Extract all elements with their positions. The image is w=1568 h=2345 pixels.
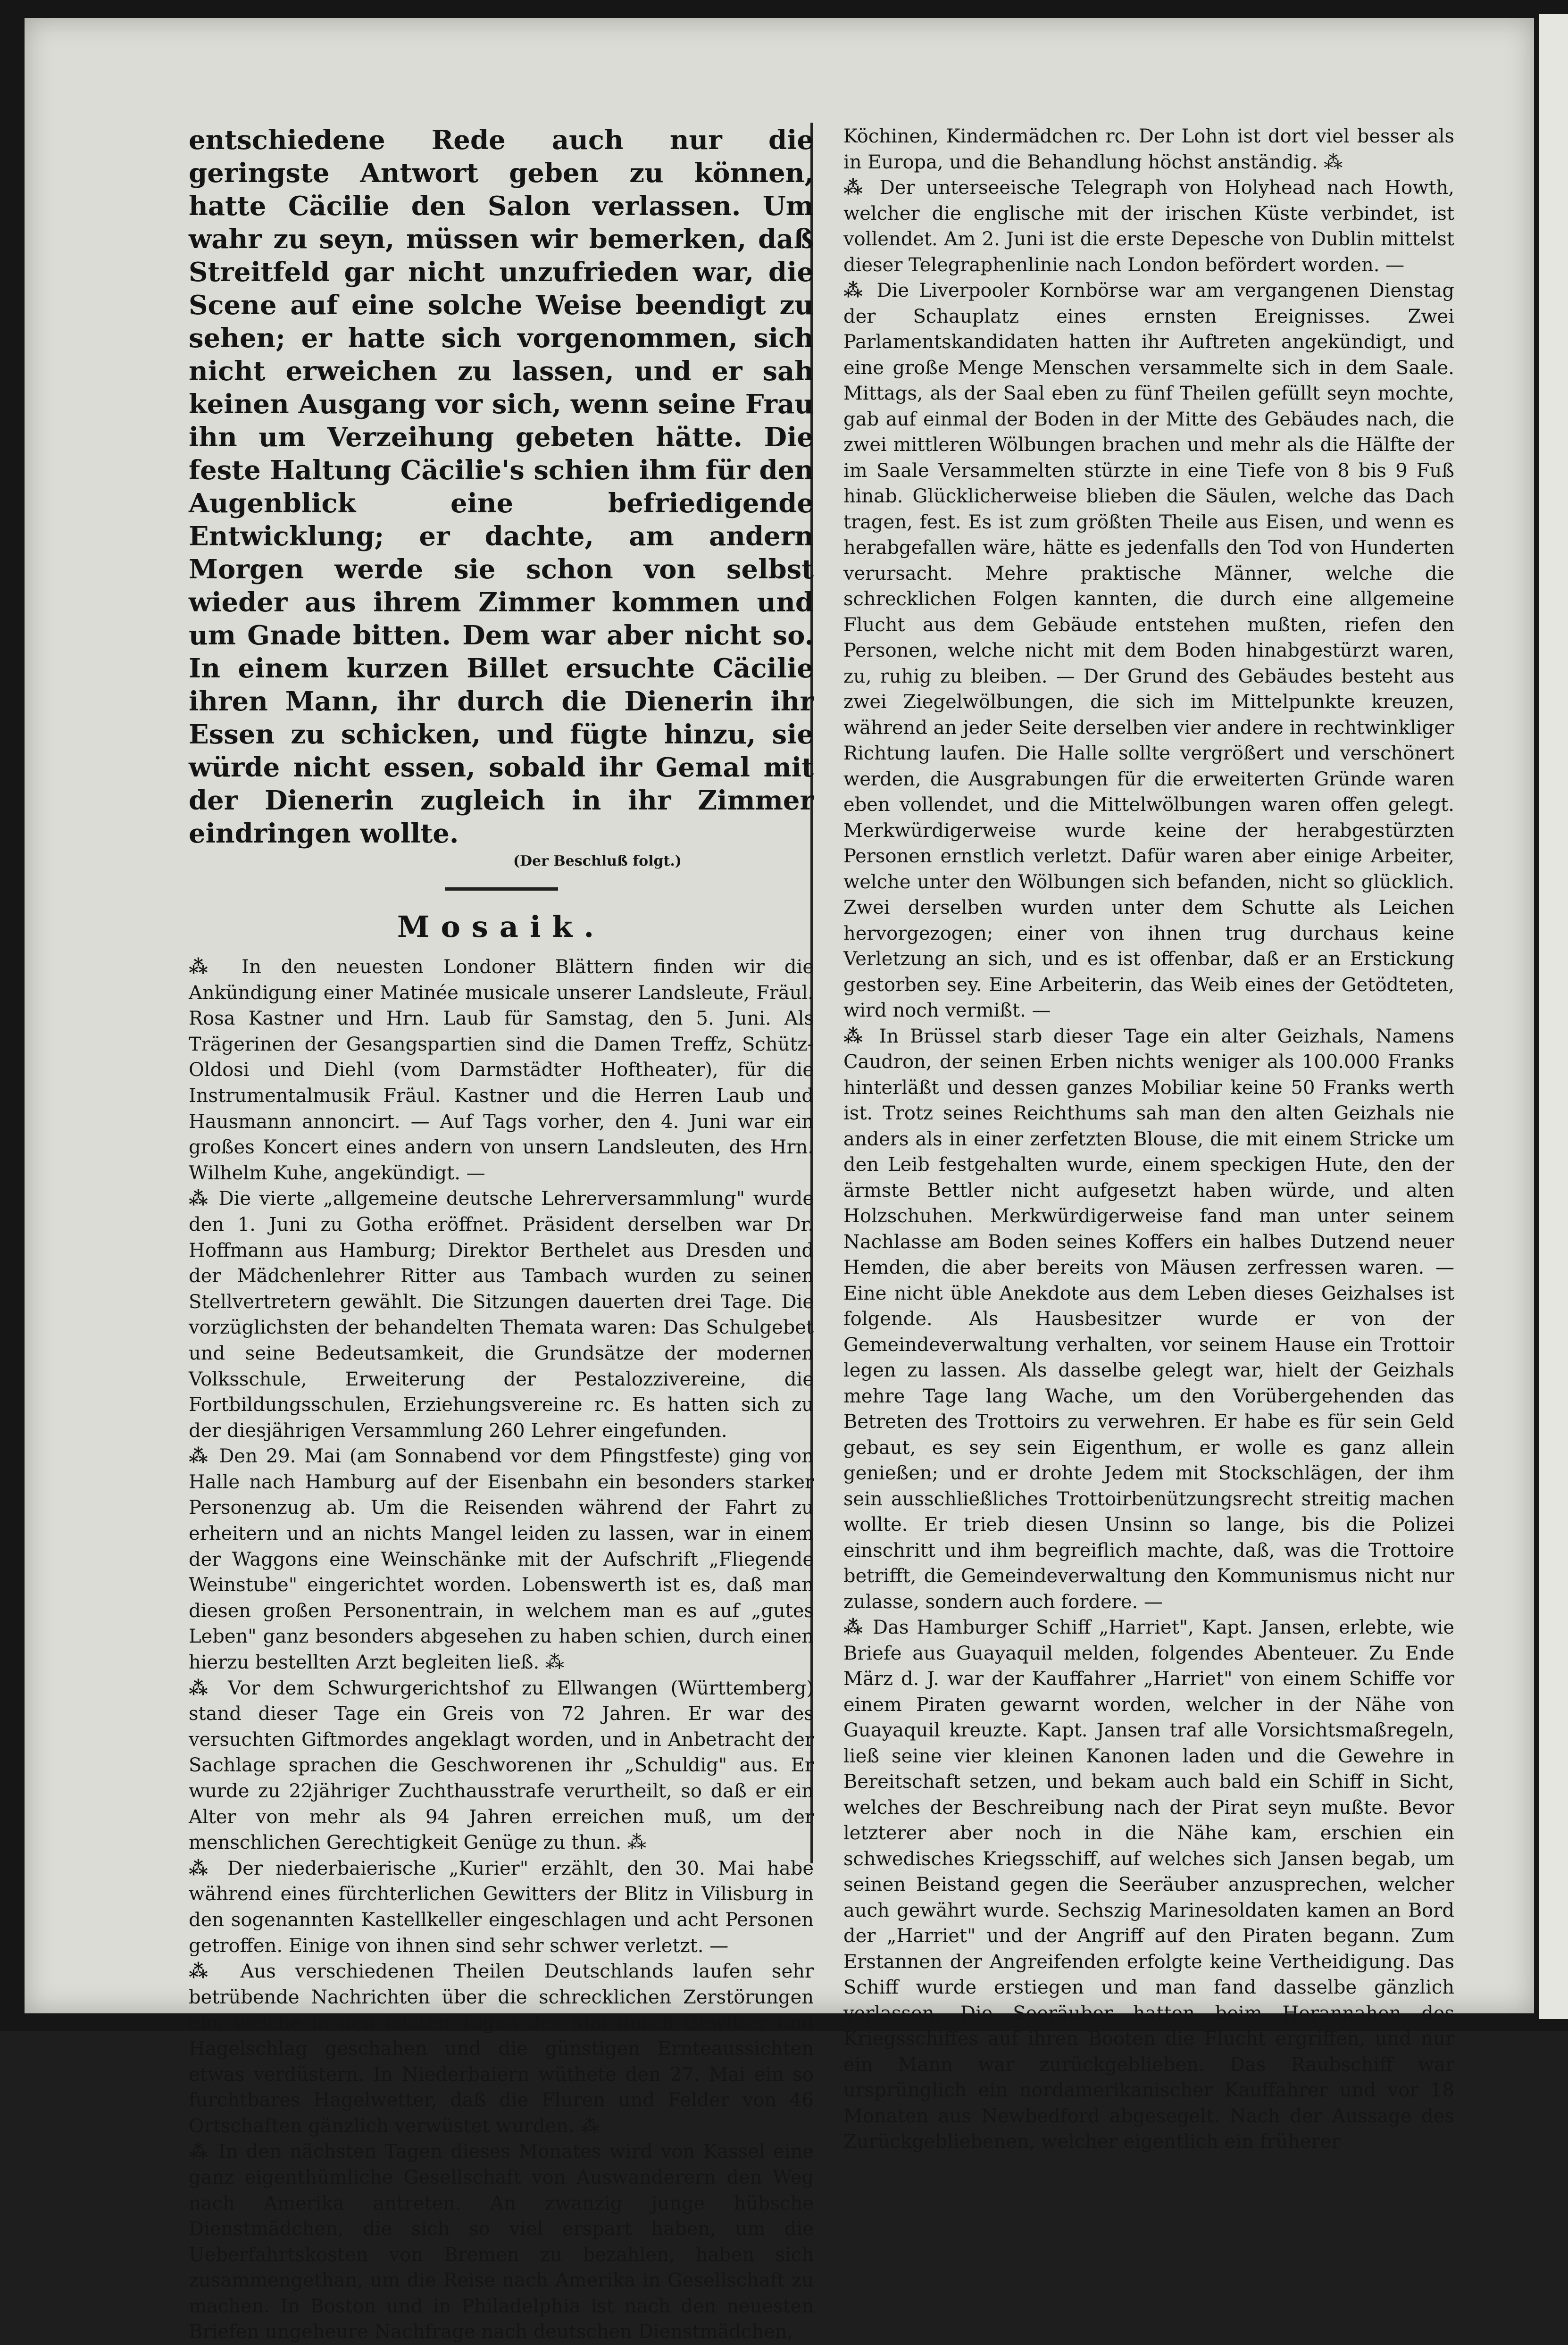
- news-item-text: Die vierte „allgemeine deutsche Lehrerversammlung" wurde den 1. Juni zu Gotha eröffnet. Präsident derselben war Dr. Hoffmann aus Hamburg; Direktor Berthelet aus Dresden und der Mädchenlehrer Ritter aus Tambach wurden zu seinen Stellvertretern gewählt. Die Sitzungen dauerten drei Tage. Die vorzüglichsten der behandelten Themata waren: Das Schulgebet und seine Bedeutsamkeit, die Grundsätze der modernen Volksschule, Erweiterung der Pestalozzivereine, die Fortbildungsschulen, Erziehungsvereine rc. Es hatten sich zu der diesjährigen Versammlung 260 Lehrer eingefunden.: [189, 1188, 814, 1442]
- item-marker-icon: ⁂: [189, 1857, 215, 1879]
- news-item: [843, 1024, 1454, 1615]
- item-marker-icon: ⁂: [189, 1445, 211, 1468]
- right-column: [843, 124, 1454, 2155]
- news-item-text: Den 29. Mai (am Sonnabend vor dem Pfingstfeste) ging von Halle nach Hamburg auf der Eisenbahn ein besonders starker Personenzug ab. Um die Reisenden während der Fahrt zu erheitern und an nichts Mangel leiden zu lassen, war in einem der Waggons eine Weinschänke mit der Aufschrift „Fliegende Weinstube" eingerichtet worden. Lobenswerth ist es, daß man diesen großen Personentrain, in welchem man es auf „gutes Leben" ganz besonders abgesehen zu haben schien, durch einen hierzu bestellten Arzt begleiten ließ. ⁂: [189, 1445, 814, 1674]
- section-rule: [445, 887, 558, 891]
- news-item: [843, 278, 1454, 1024]
- news-item: [189, 1676, 814, 1856]
- news-item-text: In den nächsten Tagen dieses Monates wird von Kassel eine ganz eigenthümliche Gesellschaft von Auswanderern den Weg nach Amerika antreten. An zwanzig junge hübsche Dienstmädchen, die sich so viel erspart haben, um die Ueberfahrtskosten von Bremen zu bezahlen, haben sich zusammengethan, um die Reise nach Amerika in Gesellschaft zu machen. In Boston und in Philadelphia ist nach den neuesten Briefen ungeheure Nachfrage nach deutschen Dienstmädchen,: [189, 2141, 814, 2343]
- story-footnote: (Der Beschluß folgt.): [513, 853, 682, 869]
- news-item: [189, 1856, 814, 1959]
- item-marker-icon: ⁂: [843, 176, 868, 199]
- item-marker-icon: ⁂: [189, 2140, 210, 2163]
- news-item: [189, 2139, 814, 2345]
- item-marker-icon: ⁂: [189, 1187, 210, 1210]
- news-item-text: Aus verschiedenen Theilen Deutschlands laufen sehr betrübende Nachrichten über die schrecklichen Zerstörungen ein, welche in den letzten Tagen des Mai durch Gewitter und Hagelschlag geschahen und die günstigen Ernteaussichten etwas verdüstern. In Niederbaiern wüthete den 27. Mai ein so furchtbares Hagelwetter, daß die Fluren und Felder von 46 Ortschaften gänzlich verwüstet wurden. ⁂: [189, 1961, 814, 2137]
- news-item: [189, 1186, 814, 1444]
- story-paragraph: entschiedene Rede auch nur die geringste Antwort geben zu können, hatte Cäcilie den Salon verlassen. Um wahr zu seyn, müssen wir bemerken, daß Streitfeld gar nicht unzufrieden war, die Scene auf eine solche Weise beendigt zu sehen; er hatte sich vorgenommen, sich nicht erweichen zu lassen, und er sah keinen Ausgang vor sich, wenn seine Frau ihn um Verzeihung gebeten hätte. Die feste Haltung Cäcilie's schien ihm für den Augenblick eine befriedigende Entwicklung; er dachte, am andern Morgen werde sie schon von selbst wieder aus ihrem Zimmer kommen und um Gnade bitten. Dem war aber nicht so. In einem kurzen Billet ersuchte Cäcilie ihren Mann, ihr durch die Dienerin ihr Essen zu schicken, und fügte hinzu, sie würde nicht essen, sobald ihr Gemal mit der Dienerin zugleich in ihr Zimmer eindringen wollte.: [189, 125, 814, 849]
- adjacent-page-edge: [1539, 14, 1568, 2019]
- news-item: [843, 175, 1454, 278]
- news-item-text: Der niederbaierische „Kurier" erzählt, den 30. Mai habe während eines fürchterlichen Gewitters der Blitz in Vilisburg in den sogenannten Kastellkeller eingeschlagen und acht Personen getroffen. Einige von ihnen sind sehr schwer verletzt. —: [189, 1857, 814, 1957]
- item-marker-icon: ⁂: [843, 1025, 868, 1047]
- news-item-text: In den neuesten Londoner Blättern finden wir die Ankündigung einer Matinée musicale unserer Landsleute, Fräul. Rosa Kastner und Hrn. Laub für Samstag, den 5. Juni. Als Trägerinen der Gesangspartien sind die Damen Treffz, Schütz-Oldosi und Diehl (vom Darmstädter Hoftheater), für die Instrumentalmusik Fräul. Kastner und die Herren Laub und Hausmann annoncirt. — Auf Tags vorher, den 4. Juni war ein großes Koncert eines andern von unsern Landsleuten, des Hrn. Wilhelm Kuhe, angekündigt. —: [189, 956, 814, 1184]
- news-item-text: In Brüssel starb dieser Tage ein alter Geizhals, Namens Caudron, der seinen Erben nichts weniger als 100.000 Franks hinterläßt und dessen ganzes Mobiliar keine 50 Franks werth ist. Trotz seines Reichthums sah man den alten Geizhals nie anders als in einer zerfetzten Blouse, die mit einem Stricke um den Leib festgehalten wurde, einem speckigen Hute, den der ärmste Bettler nicht aufgesetzt haben würde, und alten Holzschuhen. Merkwürdigerweise fand man unter seinem Nachlasse am Boden seines Koffers ein halbes Dutzend neuer Hemden, die aber bereits von Mäusen zerfressen waren. — Eine nicht üble Anekdote aus dem Leben dieses Geizhalses ist folgende. Als Hausbesitzer wurde er von der Gemeindeverwaltung verhalten, vor seinem Hause ein Trottoir legen zu lassen. Als dasselbe gelegt war, hielt der Geizhals mehre Tage lang Wache, um den Vorübergehenden das Betreten des Trottoirs zu verwehren. Er habe es für sein Geld gebaut, es sey sein Eigenthum, er wolle es ganz allein genießen; und er drohte Jedem mit Stockschlägen, der ihm sein ausschließliches Trottoirbenützungsrecht streitig machen wollte. Er trieb diesen Unsinn so lange, bis die Polizei einschritt und ihm begreiflich machte, daß, was die Trottoire betrifft, die Gemeindeverwaltung den Kommunismus nicht nur zulasse, sondern auch fordere. —: [843, 1025, 1454, 1613]
- news-item-text: Das Hamburger Schiff „Harriet", Kapt. Jansen, erlebte, wie Briefe aus Guayaquil melden, folgendes Abenteuer. Zu Ende März d. J. war der Kauffahrer „Harriet" von einem Schiffe vor einem Piraten gewarnt worden, welcher in der Nähe von Guayaquil kreuzte. Kapt. Jansen traf alle Vorsichtsmaßregeln, ließ seine vier kleinen Kanonen laden und die Gewehre in Bereitschaft setzen, und bekam auch bald ein Schiff in Sicht, welches der Beschreibung nach der Pirat seyn mußte. Bevor letzterer aber noch in die Nähe kam, erschien ein schwedisches Kriegsschiff, auf welches sich Jansen begab, um seinen Beistand gegen die Seeräuber anzusprechen, welcher auch gewährt wurde. Sechszig Marinesoldaten kamen an Bord der „Harriet" und der Angriff auf den Piraten begann. Zum Erstannen der Angreifenden erfolgte keine Vertheidigung. Das Schiff wurde erstiegen und man fand dasselbe gänzlich verlassen. Die Seeräuber hatten beim Herannahen des Kriegsschiffes auf ihren Booten die Flucht ergriffen, und nur ein Mann war zurückgeblieben. Das Raubschiff war ursprünglich ein nordamerikanischer Kauffahrer und vor 18 Monaten aus Newbedford abgesegelt. Nach der Aussage des Zurückgebliebenen, welcher eigentlich ein früherer: [843, 1617, 1455, 2153]
- news-item-continued: [843, 124, 1454, 175]
- news-item-text: Vor dem Schwurgerichtshof zu Ellwangen (Württemberg) stand dieser Tage ein Greis von 72 Jahren. Er war des versuchten Giftmordes angeklagt worden, und in Anbetracht der Sachlage sprachen die Geschworenen ihr „Schuldig" aus. Er wurde zu 22jähriger Zuchthausstrafe verurtheilt, so daß er ein Alter von mehr als 94 Jahren erreichen muß, um der menschlichen Gerechtigkeit Genüge zu thun. ⁂: [189, 1677, 814, 1854]
- news-item: [189, 954, 814, 1186]
- left-column: [189, 124, 814, 2345]
- item-marker-icon: ⁂: [843, 279, 867, 301]
- item-marker-icon: ⁂: [843, 1616, 865, 1638]
- news-item-text: Köchinen, Kindermädchen rc. Der Lohn ist dort viel besser als in Europa, und die Behandlung höchst anständig. ⁂: [843, 125, 1454, 173]
- serial-story: [189, 124, 814, 850]
- item-marker-icon: ⁂: [189, 956, 222, 978]
- news-item-text: Der unterseeische Telegraph von Holyhead nach Howth, welcher die englische mit der irischen Küste verbindet, ist vollendet. Am 2. Juni ist die erste Depesche von Dublin mittelst dieser Telegraphenlinie nach London befördert worden. —: [843, 177, 1455, 276]
- news-item-text: Die Liverpooler Kornbörse war am vergangenen Dienstag der Schauplatz eines ernsten Ereignisses. Zwei Parlamentskandidaten hatten ihr Auftreten angekündigt, und eine große Menge Menschen versammelte sich in dem Saale. Mittags, als der Saal eben zu fünf Theilen gefüllt seyn mochte, gab auf einmal der Boden in der Mitte des Gebäudes nach, die zwei mittleren Wölbungen brachen und mehr als die Hälfte der im Saale Versammelten stürzte in eine Tiefe von 8 bis 9 Fuß hinab. Glücklicherweise blieben die Säulen, welche das Dach tragen, fest. Es ist zum größten Theile aus Eisen, und wenn es herabgefallen wäre, hätte es jedenfalls den Tod von Hunderten verursacht. Mehre praktische Männer, welche die schrecklichen Folgen kannten, die durch eine allgemeine Flucht aus dem Gebäude entstehen mußten, riefen den Personen, welche nicht mit dem Boden hinabgestürzt waren, zu, ruhig zu bleiben. — Der Grund des Gebäudes besteht aus zwei Ziegelwölbungen, die sich im Mittelpunkte kreuzen, während an jeder Seite derselben vier andere in rechtwinkliger Richtung laufen. Die Halle sollte vergrößert und verschönert werden, die Ausgrabungen für die erweiterten Gründe waren eben vollendet, und die Mittelwölbungen waren offen gelegt. Merkwürdigerweise wurde keine der herabgestürzten Personen ernstlich verletzt. Dafür waren aber einige Arbeiter, welche unter den Wölbungen sich befanden, nicht so glücklich. Zwei derselben wurden unter dem Schutte als Leichen hervorgezogen; einer von ihnen trug durchaus keine Verletzung an sich, und es ist offenbar, daß er an Erstickung gestorben sey. Eine Arbeiterin, das Weib eines der Getödteten, wird noch vermißt. —: [843, 280, 1454, 1021]
- item-marker-icon: ⁂: [189, 1960, 221, 1983]
- news-item: [189, 1444, 814, 1675]
- news-item: [843, 1615, 1454, 2155]
- news-item: [189, 1959, 814, 2139]
- section-title: Mosaik.: [397, 910, 606, 944]
- item-marker-icon: ⁂: [189, 1677, 215, 1699]
